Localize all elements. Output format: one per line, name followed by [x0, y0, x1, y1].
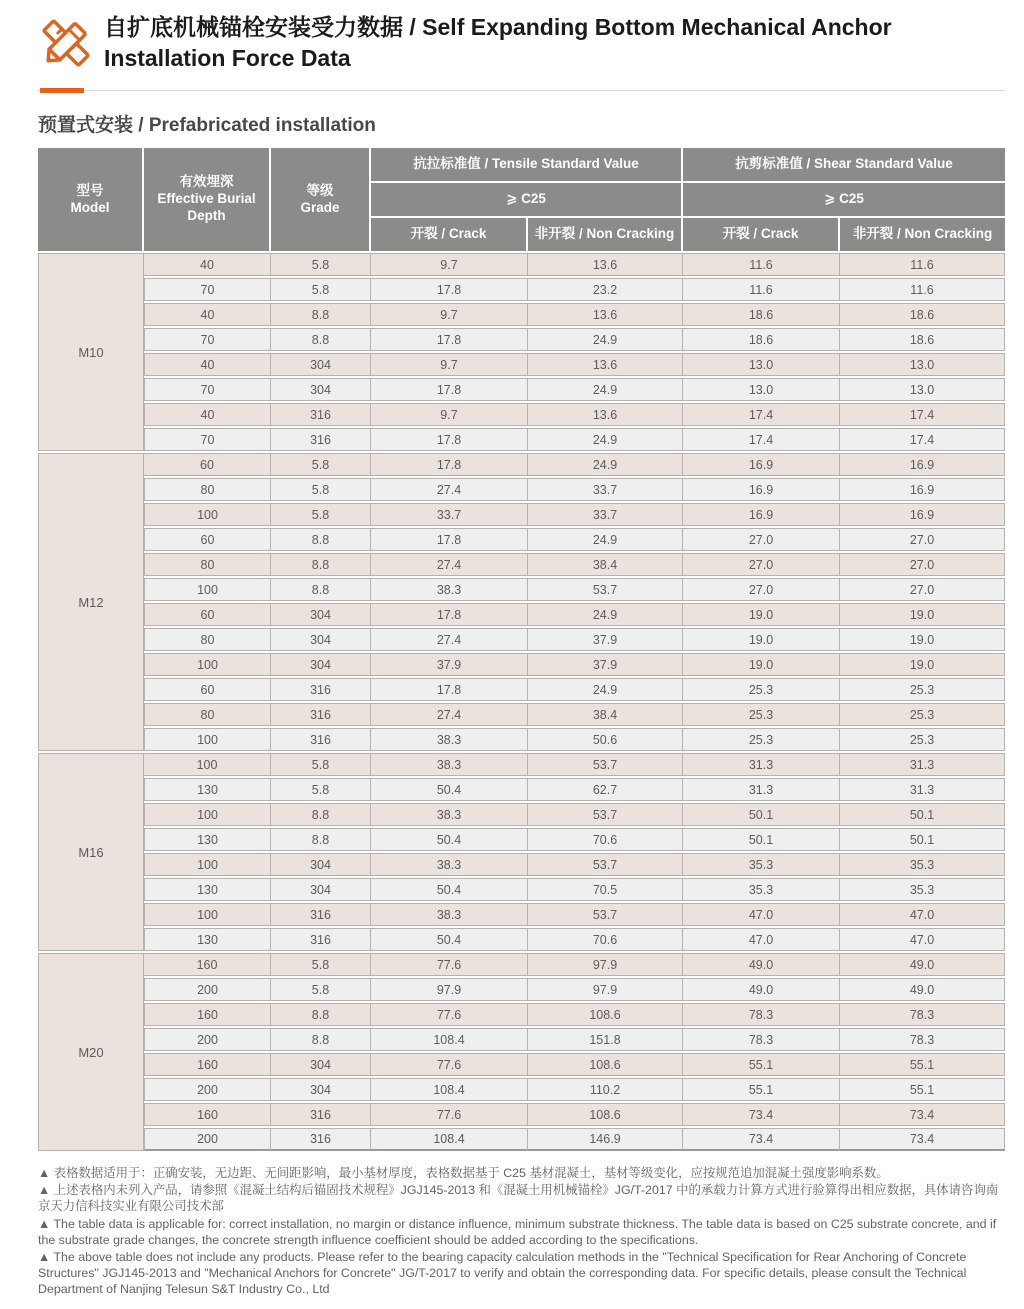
table-row: [38, 403, 1005, 426]
grade-cell: 316: [271, 403, 371, 426]
model-cell-m16: M16: [38, 753, 144, 951]
col-header-tensile: 抗拉标准值 / Tensile Standard Value: [371, 148, 683, 181]
shear-crack-cell: 13.0: [683, 378, 840, 401]
grade-cell: 5.8: [271, 453, 371, 476]
depth-cell: 80: [144, 478, 271, 501]
shear-crack-cell: 47.0: [683, 903, 840, 926]
grade-cell: 5.8: [271, 253, 371, 276]
depth-cell: 80: [144, 553, 271, 576]
tensile-noncrack-cell: 97.9: [528, 953, 683, 976]
tensile-crack-cell: 27.4: [371, 478, 528, 501]
table-row: [38, 1103, 1005, 1126]
shear-crack-cell: 49.0: [683, 953, 840, 976]
tensile-crack-cell: 38.3: [371, 753, 528, 776]
table-row: [38, 1053, 1005, 1076]
tensile-crack-cell: 9.7: [371, 253, 528, 276]
shear-noncrack-cell: 19.0: [840, 628, 1005, 651]
depth-cell: 100: [144, 803, 271, 826]
table-row: [38, 803, 1005, 826]
tensile-crack-cell: 9.7: [371, 303, 528, 326]
depth-cell: 70: [144, 378, 271, 401]
col-header-grade: 等级 Grade: [271, 148, 371, 251]
table-row: [38, 1078, 1005, 1101]
shear-crack-cell: 50.1: [683, 828, 840, 851]
tensile-crack-cell: 50.4: [371, 828, 528, 851]
depth-cell: 60: [144, 453, 271, 476]
divider-accent: [40, 88, 84, 93]
grade-cell: 304: [271, 653, 371, 676]
grade-cell: 5.8: [271, 778, 371, 801]
shear-noncrack-cell: 73.4: [840, 1128, 1005, 1151]
depth-cell: 100: [144, 653, 271, 676]
grade-cell: 316: [271, 1128, 371, 1151]
depth-cell: 80: [144, 628, 271, 651]
shear-noncrack-cell: 35.3: [840, 853, 1005, 876]
grade-cell: 316: [271, 678, 371, 701]
shear-crack-cell: 11.6: [683, 278, 840, 301]
shear-crack-cell: 17.4: [683, 403, 840, 426]
shear-crack-cell: 25.3: [683, 703, 840, 726]
shear-noncrack-cell: 13.0: [840, 353, 1005, 376]
table-header: [38, 148, 1005, 251]
tensile-noncrack-cell: 53.7: [528, 853, 683, 876]
depth-cell: 160: [144, 1103, 271, 1126]
shear-crack-cell: 35.3: [683, 878, 840, 901]
depth-cell: 70: [144, 328, 271, 351]
table-row: [38, 953, 1005, 976]
tensile-noncrack-cell: 13.6: [528, 253, 683, 276]
shear-crack-cell: 31.3: [683, 778, 840, 801]
grade-cell: 5.8: [271, 953, 371, 976]
depth-cell: 60: [144, 528, 271, 551]
shear-noncrack-cell: 11.6: [840, 278, 1005, 301]
shear-noncrack-cell: 47.0: [840, 928, 1005, 951]
tensile-crack-cell: 17.8: [371, 603, 528, 626]
tensile-noncrack-cell: 53.7: [528, 803, 683, 826]
shear-crack-cell: 25.3: [683, 728, 840, 751]
tensile-noncrack-cell: 37.9: [528, 653, 683, 676]
depth-cell: 40: [144, 353, 271, 376]
tensile-noncrack-cell: 24.9: [528, 428, 683, 451]
shear-noncrack-cell: 18.6: [840, 328, 1005, 351]
grade-cell: 5.8: [271, 978, 371, 1001]
table-row: [38, 378, 1005, 401]
col-header-tensile-crack: 开裂 / Crack: [371, 218, 528, 251]
tensile-noncrack-cell: 110.2: [528, 1078, 683, 1101]
shear-crack-cell: 16.9: [683, 478, 840, 501]
tensile-crack-cell: 37.9: [371, 653, 528, 676]
tensile-crack-cell: 17.8: [371, 378, 528, 401]
grade-cell: 8.8: [271, 578, 371, 601]
tensile-crack-cell: 50.4: [371, 878, 528, 901]
pencil-ruler-icon: [38, 14, 94, 72]
note-substrate-zh: ▲ 表格数据适用于：正确安装，无边距、无间距影响，最小基材厚度，表格数据基于 C25 基材混凝土，基材等级变化，应按规范追加混凝土强度影响系数。: [38, 1166, 889, 1180]
shear-crack-cell: 16.9: [683, 453, 840, 476]
table-row: [38, 753, 1005, 776]
shear-noncrack-cell: 27.0: [840, 578, 1005, 601]
grade-cell: 5.8: [271, 753, 371, 776]
shear-crack-cell: 19.0: [683, 603, 840, 626]
tensile-noncrack-cell: 24.9: [528, 378, 683, 401]
shear-crack-cell: 18.6: [683, 303, 840, 326]
table-body: [38, 253, 1005, 1151]
shear-crack-cell: 50.1: [683, 803, 840, 826]
shear-noncrack-cell: 17.4: [840, 403, 1005, 426]
tensile-crack-cell: 108.4: [371, 1128, 528, 1151]
tensile-noncrack-cell: 62.7: [528, 778, 683, 801]
shear-noncrack-cell: 25.3: [840, 728, 1005, 751]
shear-noncrack-cell: 27.0: [840, 528, 1005, 551]
tensile-crack-cell: 27.4: [371, 628, 528, 651]
tensile-crack-cell: 108.4: [371, 1028, 528, 1051]
grade-cell: 304: [271, 353, 371, 376]
depth-cell: 70: [144, 428, 271, 451]
table-row: [38, 503, 1005, 526]
shear-noncrack-cell: 16.9: [840, 453, 1005, 476]
shear-noncrack-cell: 50.1: [840, 803, 1005, 826]
tensile-crack-cell: 97.9: [371, 978, 528, 1001]
depth-cell: 40: [144, 303, 271, 326]
page-header: [38, 12, 1005, 74]
tensile-crack-cell: 9.7: [371, 403, 528, 426]
grade-cell: 304: [271, 603, 371, 626]
grade-cell: 5.8: [271, 478, 371, 501]
tensile-noncrack-cell: 13.6: [528, 303, 683, 326]
tensile-noncrack-cell: 108.6: [528, 1003, 683, 1026]
tensile-crack-cell: 27.4: [371, 553, 528, 576]
shear-noncrack-cell: 78.3: [840, 1028, 1005, 1051]
tensile-crack-cell: 17.8: [371, 278, 528, 301]
depth-cell: 60: [144, 678, 271, 701]
table-row: [38, 428, 1005, 451]
depth-cell: 40: [144, 403, 271, 426]
shear-crack-cell: 47.0: [683, 928, 840, 951]
shear-crack-cell: 19.0: [683, 628, 840, 651]
tensile-crack-cell: 17.8: [371, 328, 528, 351]
grade-cell: 8.8: [271, 803, 371, 826]
grade-cell: 8.8: [271, 1028, 371, 1051]
shear-crack-cell: 19.0: [683, 653, 840, 676]
depth-cell: 100: [144, 578, 271, 601]
table-row: [38, 928, 1005, 951]
tensile-crack-cell: 50.4: [371, 778, 528, 801]
shear-crack-cell: 73.4: [683, 1103, 840, 1126]
depth-cell: 100: [144, 503, 271, 526]
tensile-noncrack-cell: 24.9: [528, 453, 683, 476]
table-row: [38, 828, 1005, 851]
tensile-noncrack-cell: 38.4: [528, 703, 683, 726]
grade-cell: 304: [271, 1078, 371, 1101]
depth-cell: 130: [144, 778, 271, 801]
grade-cell: 316: [271, 903, 371, 926]
table-row: [38, 353, 1005, 376]
tensile-noncrack-cell: 24.9: [528, 603, 683, 626]
shear-noncrack-cell: 35.3: [840, 878, 1005, 901]
shear-noncrack-cell: 19.0: [840, 653, 1005, 676]
tensile-noncrack-cell: 38.4: [528, 553, 683, 576]
tensile-noncrack-cell: 33.7: [528, 503, 683, 526]
force-data-table: [38, 146, 1005, 1153]
tensile-crack-cell: 38.3: [371, 803, 528, 826]
note-substrate-en: ▲ The table data is applicable for: correct installation, no margin or distance influence, minimum substrate thickness. The table data is based on C25 substrate concrete, and if the substrate grade changes, the concrete strength influence coefficient should be added according to the specifications.: [38, 1216, 997, 1247]
table-row: [38, 578, 1005, 601]
tensile-crack-cell: 17.8: [371, 453, 528, 476]
grade-cell: 8.8: [271, 328, 371, 351]
shear-noncrack-cell: 16.9: [840, 478, 1005, 501]
tensile-noncrack-cell: 70.6: [528, 928, 683, 951]
depth-cell: 200: [144, 978, 271, 1001]
shear-noncrack-cell: 31.3: [840, 753, 1005, 776]
shear-crack-cell: 35.3: [683, 853, 840, 876]
tensile-crack-cell: 33.7: [371, 503, 528, 526]
tensile-crack-cell: 17.8: [371, 528, 528, 551]
table-row: [38, 553, 1005, 576]
depth-cell: 160: [144, 1003, 271, 1026]
col-header-shear-crack: 开裂 / Crack: [683, 218, 840, 251]
tensile-crack-cell: 38.3: [371, 853, 528, 876]
tensile-noncrack-cell: 24.9: [528, 328, 683, 351]
tensile-crack-cell: 77.6: [371, 953, 528, 976]
col-header-shear: 抗剪标准值 / Shear Standard Value: [683, 148, 1005, 181]
shear-crack-cell: 55.1: [683, 1078, 840, 1101]
table-row: [38, 703, 1005, 726]
table-row: [38, 878, 1005, 901]
grade-cell: 5.8: [271, 278, 371, 301]
grade-cell: 316: [271, 728, 371, 751]
shear-noncrack-cell: 55.1: [840, 1078, 1005, 1101]
title-divider: [38, 88, 1005, 93]
tensile-crack-cell: 77.6: [371, 1003, 528, 1026]
shear-crack-cell: 49.0: [683, 978, 840, 1001]
table-row: [38, 1128, 1005, 1151]
depth-cell: 130: [144, 828, 271, 851]
shear-noncrack-cell: 47.0: [840, 903, 1005, 926]
notes: [38, 1165, 1005, 1298]
table-row: [38, 678, 1005, 701]
shear-noncrack-cell: 19.0: [840, 603, 1005, 626]
tensile-noncrack-cell: 13.6: [528, 353, 683, 376]
shear-noncrack-cell: 31.3: [840, 778, 1005, 801]
shear-noncrack-cell: 17.4: [840, 428, 1005, 451]
tensile-noncrack-cell: 24.9: [528, 528, 683, 551]
grade-cell: 8.8: [271, 553, 371, 576]
tensile-crack-cell: 27.4: [371, 703, 528, 726]
table-row: [38, 303, 1005, 326]
divider-rule: [38, 90, 1005, 91]
shear-noncrack-cell: 18.6: [840, 303, 1005, 326]
shear-noncrack-cell: 16.9: [840, 503, 1005, 526]
table-row: [38, 778, 1005, 801]
table-row: [38, 278, 1005, 301]
grade-cell: 304: [271, 878, 371, 901]
depth-cell: 200: [144, 1028, 271, 1051]
note-reference-zh: ▲ 上述表格内未列入产品，请参照《混凝土结构后锚固技术规程》JGJ145-2013 和《混凝土用机械锚栓》JG/T-2017 中的承载力计算方式进行验算得出相应数据，具体请咨询南京天力信科技实业有限公司技术部: [38, 1183, 999, 1214]
shear-noncrack-cell: 73.4: [840, 1103, 1005, 1126]
tensile-noncrack-cell: 146.9: [528, 1128, 683, 1151]
col-header-depth: 有效埋深 Effective Burial Depth: [144, 148, 271, 251]
model-cell-m10: M10: [38, 253, 144, 451]
grade-cell: 316: [271, 1103, 371, 1126]
tensile-noncrack-cell: 53.7: [528, 578, 683, 601]
section-heading: 预置式安装 / Prefabricated installation: [38, 115, 376, 136]
table-row: [38, 628, 1005, 651]
grade-cell: 5.8: [271, 503, 371, 526]
table-row: [38, 528, 1005, 551]
tensile-crack-cell: 17.8: [371, 678, 528, 701]
tensile-noncrack-cell: 108.6: [528, 1103, 683, 1126]
model-cell-m12: M12: [38, 453, 144, 751]
table-row: [38, 328, 1005, 351]
tensile-crack-cell: 38.3: [371, 903, 528, 926]
tensile-crack-cell: 38.3: [371, 578, 528, 601]
depth-cell: 100: [144, 903, 271, 926]
tensile-noncrack-cell: 70.5: [528, 878, 683, 901]
tensile-noncrack-cell: 13.6: [528, 403, 683, 426]
depth-cell: 100: [144, 728, 271, 751]
tensile-crack-cell: 38.3: [371, 728, 528, 751]
depth-cell: 200: [144, 1078, 271, 1101]
shear-noncrack-cell: 27.0: [840, 553, 1005, 576]
shear-crack-cell: 27.0: [683, 578, 840, 601]
grade-cell: 8.8: [271, 1003, 371, 1026]
grade-cell: 8.8: [271, 528, 371, 551]
shear-crack-cell: 78.3: [683, 1028, 840, 1051]
table-row: [38, 453, 1005, 476]
tensile-noncrack-cell: 97.9: [528, 978, 683, 1001]
grade-cell: 304: [271, 628, 371, 651]
col-header-tensile-c25: ⩾ C25: [371, 183, 683, 216]
grade-cell: 8.8: [271, 303, 371, 326]
shear-noncrack-cell: 25.3: [840, 703, 1005, 726]
tensile-crack-cell: 50.4: [371, 928, 528, 951]
table-row: [38, 1028, 1005, 1051]
shear-crack-cell: 73.4: [683, 1128, 840, 1151]
depth-cell: 100: [144, 753, 271, 776]
tensile-noncrack-cell: 50.6: [528, 728, 683, 751]
depth-cell: 160: [144, 1053, 271, 1076]
col-header-shear-c25: ⩾ C25: [683, 183, 1005, 216]
page-title: 自扩底机械锚栓安装受力数据 / Self Expanding Bottom Mechanical Anchor Installation Force Data: [104, 14, 892, 71]
shear-crack-cell: 11.6: [683, 253, 840, 276]
tensile-noncrack-cell: 24.9: [528, 678, 683, 701]
grade-cell: 316: [271, 703, 371, 726]
depth-cell: 40: [144, 253, 271, 276]
shear-crack-cell: 31.3: [683, 753, 840, 776]
table-row: [38, 853, 1005, 876]
shear-noncrack-cell: 11.6: [840, 253, 1005, 276]
depth-cell: 160: [144, 953, 271, 976]
col-header-model: 型号 Model: [38, 148, 144, 251]
shear-noncrack-cell: 50.1: [840, 828, 1005, 851]
table-row: [38, 653, 1005, 676]
grade-cell: 316: [271, 428, 371, 451]
tensile-noncrack-cell: 70.6: [528, 828, 683, 851]
tensile-noncrack-cell: 108.6: [528, 1053, 683, 1076]
shear-crack-cell: 17.4: [683, 428, 840, 451]
header-row-1: [38, 148, 1005, 181]
shear-noncrack-cell: 49.0: [840, 978, 1005, 1001]
col-header-tensile-noncrack: 非开裂 / Non Cracking: [528, 218, 683, 251]
shear-crack-cell: 25.3: [683, 678, 840, 701]
shear-noncrack-cell: 49.0: [840, 953, 1005, 976]
depth-cell: 200: [144, 1128, 271, 1151]
grade-cell: 304: [271, 378, 371, 401]
shear-noncrack-cell: 25.3: [840, 678, 1005, 701]
depth-cell: 80: [144, 703, 271, 726]
tensile-crack-cell: 9.7: [371, 353, 528, 376]
shear-noncrack-cell: 13.0: [840, 378, 1005, 401]
depth-cell: 130: [144, 928, 271, 951]
depth-cell: 130: [144, 878, 271, 901]
grade-cell: 304: [271, 1053, 371, 1076]
tensile-noncrack-cell: 33.7: [528, 478, 683, 501]
model-cell-m20: M20: [38, 953, 144, 1151]
shear-crack-cell: 13.0: [683, 353, 840, 376]
table-row: [38, 728, 1005, 751]
depth-cell: 100: [144, 853, 271, 876]
tensile-noncrack-cell: 53.7: [528, 753, 683, 776]
table-row: [38, 978, 1005, 1001]
tensile-crack-cell: 77.6: [371, 1103, 528, 1126]
shear-crack-cell: 27.0: [683, 553, 840, 576]
shear-crack-cell: 18.6: [683, 328, 840, 351]
note-reference-en: ▲ The above table does not include any products. Please refer to the bearing capacity calculation methods in the "Technical Specification for Rear Anchoring of Concrete Structures" JGJ145-2013 and "Mechanical Anchors for Concrete" JG/T-2017 to verify and obtain the corresponding data. For specific details, please consult the Technical Department of Nanjing Telesun S&T Industry Co., Ltd: [38, 1250, 967, 1297]
table-row: [38, 478, 1005, 501]
tensile-crack-cell: 108.4: [371, 1078, 528, 1101]
shear-crack-cell: 16.9: [683, 503, 840, 526]
shear-noncrack-cell: 78.3: [840, 1003, 1005, 1026]
tensile-noncrack-cell: 23.2: [528, 278, 683, 301]
grade-cell: 316: [271, 928, 371, 951]
tensile-noncrack-cell: 151.8: [528, 1028, 683, 1051]
shear-crack-cell: 27.0: [683, 528, 840, 551]
tensile-noncrack-cell: 37.9: [528, 628, 683, 651]
shear-noncrack-cell: 55.1: [840, 1053, 1005, 1076]
col-header-shear-noncrack: 非开裂 / Non Cracking: [840, 218, 1005, 251]
table-row: [38, 903, 1005, 926]
tensile-crack-cell: 77.6: [371, 1053, 528, 1076]
depth-cell: 70: [144, 278, 271, 301]
table-row: [38, 253, 1005, 276]
grade-cell: 8.8: [271, 828, 371, 851]
depth-cell: 60: [144, 603, 271, 626]
grade-cell: 304: [271, 853, 371, 876]
shear-crack-cell: 78.3: [683, 1003, 840, 1026]
table-row: [38, 603, 1005, 626]
table-row: [38, 1003, 1005, 1026]
shear-crack-cell: 55.1: [683, 1053, 840, 1076]
tensile-crack-cell: 17.8: [371, 428, 528, 451]
tensile-noncrack-cell: 53.7: [528, 903, 683, 926]
